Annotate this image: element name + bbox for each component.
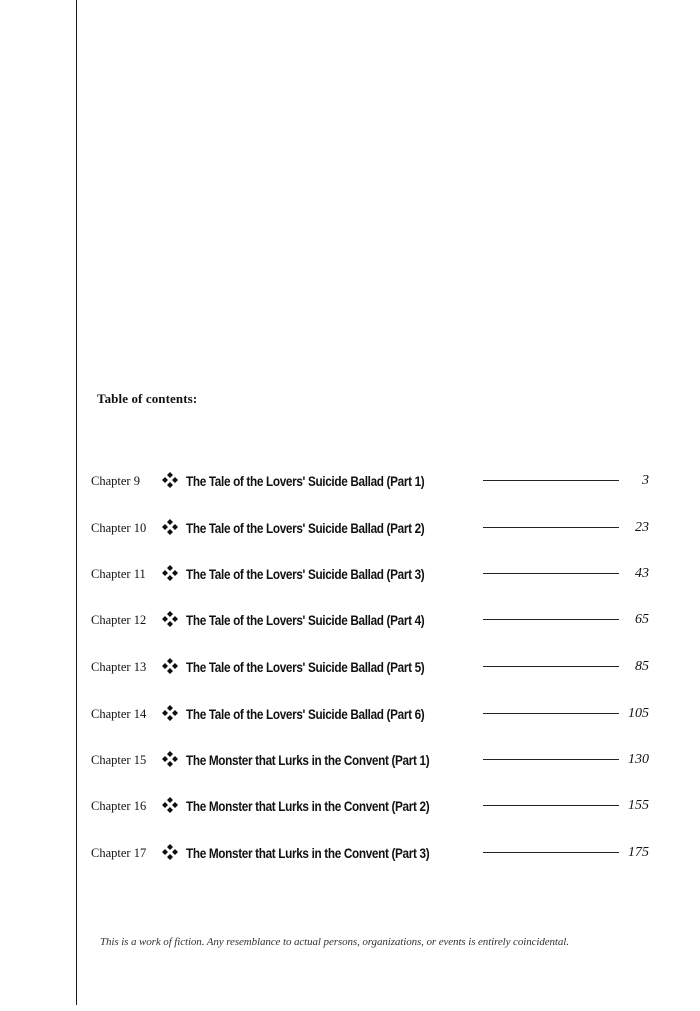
leader-line bbox=[483, 573, 619, 574]
toc-entry bbox=[91, 795, 651, 815]
leader-line bbox=[483, 713, 619, 714]
chapter-title: The Tale of the Lovers' Suicide Ballad (Part 4) bbox=[186, 612, 425, 628]
leader-line bbox=[483, 805, 619, 806]
diamond-ornament-icon bbox=[161, 518, 179, 536]
leader-line bbox=[483, 527, 619, 528]
chapter-label: Chapter 9 bbox=[91, 474, 140, 488]
chapter-title: The Tale of the Lovers' Suicide Ballad (Part 2) bbox=[186, 520, 425, 536]
page-number: 85 bbox=[635, 659, 649, 674]
diamond-ornament-icon bbox=[161, 704, 179, 722]
chapter-title: The Tale of the Lovers' Suicide Ballad (Part 6) bbox=[186, 706, 425, 722]
toc-entry bbox=[91, 609, 651, 629]
fiction-disclaimer: This is a work of fiction. Any resemblance to actual persons, organizations, or events is entirely coincidental. bbox=[100, 936, 569, 948]
toc-entry bbox=[91, 842, 651, 862]
leader-line bbox=[483, 759, 619, 760]
leader-line bbox=[483, 480, 619, 481]
page-number: 23 bbox=[635, 520, 649, 535]
chapter-title: The Tale of the Lovers' Suicide Ballad (Part 3) bbox=[186, 566, 425, 582]
diamond-ornament-icon bbox=[161, 564, 179, 582]
chapter-title: The Tale of the Lovers' Suicide Ballad (Part 5) bbox=[186, 659, 425, 675]
page-number: 175 bbox=[628, 845, 649, 860]
diamond-ornament-icon bbox=[161, 471, 179, 489]
leader-line bbox=[483, 852, 619, 853]
chapter-label: Chapter 16 bbox=[91, 799, 147, 813]
leader-line bbox=[483, 619, 619, 620]
chapter-title: The Monster that Lurks in the Convent (Part 2) bbox=[186, 798, 430, 814]
page-number: 65 bbox=[635, 612, 649, 627]
toc-entry bbox=[91, 656, 651, 676]
chapter-title: The Tale of the Lovers' Suicide Ballad (Part 1) bbox=[186, 473, 425, 489]
toc-entry bbox=[91, 703, 651, 723]
diamond-ornament-icon bbox=[161, 750, 179, 768]
diamond-ornament-icon bbox=[161, 657, 179, 675]
toc-entry bbox=[91, 517, 651, 537]
diamond-ornament-icon bbox=[161, 843, 179, 861]
chapter-label: Chapter 12 bbox=[91, 613, 147, 627]
diamond-ornament-icon bbox=[161, 610, 179, 628]
chapter-label: Chapter 10 bbox=[91, 521, 147, 535]
toc-entry bbox=[91, 470, 651, 490]
chapter-label: Chapter 11 bbox=[91, 567, 146, 581]
toc-entry bbox=[91, 749, 651, 769]
toc-heading: Table of contents: bbox=[97, 391, 198, 406]
toc-entry bbox=[91, 563, 651, 583]
chapter-label: Chapter 13 bbox=[91, 660, 147, 674]
chapter-title: The Monster that Lurks in the Convent (Part 3) bbox=[186, 845, 430, 861]
page-number: 105 bbox=[628, 706, 649, 721]
chapter-label: Chapter 14 bbox=[91, 707, 147, 721]
diamond-ornament-icon bbox=[161, 796, 179, 814]
chapter-label: Chapter 15 bbox=[91, 753, 147, 767]
page-number: 43 bbox=[635, 566, 649, 581]
chapter-title: The Monster that Lurks in the Convent (Part 1) bbox=[186, 752, 430, 768]
chapter-label: Chapter 17 bbox=[91, 846, 147, 860]
leader-line bbox=[483, 666, 619, 667]
page-number: 155 bbox=[628, 798, 649, 813]
page-number: 130 bbox=[628, 752, 649, 767]
page-number: 3 bbox=[642, 473, 649, 488]
